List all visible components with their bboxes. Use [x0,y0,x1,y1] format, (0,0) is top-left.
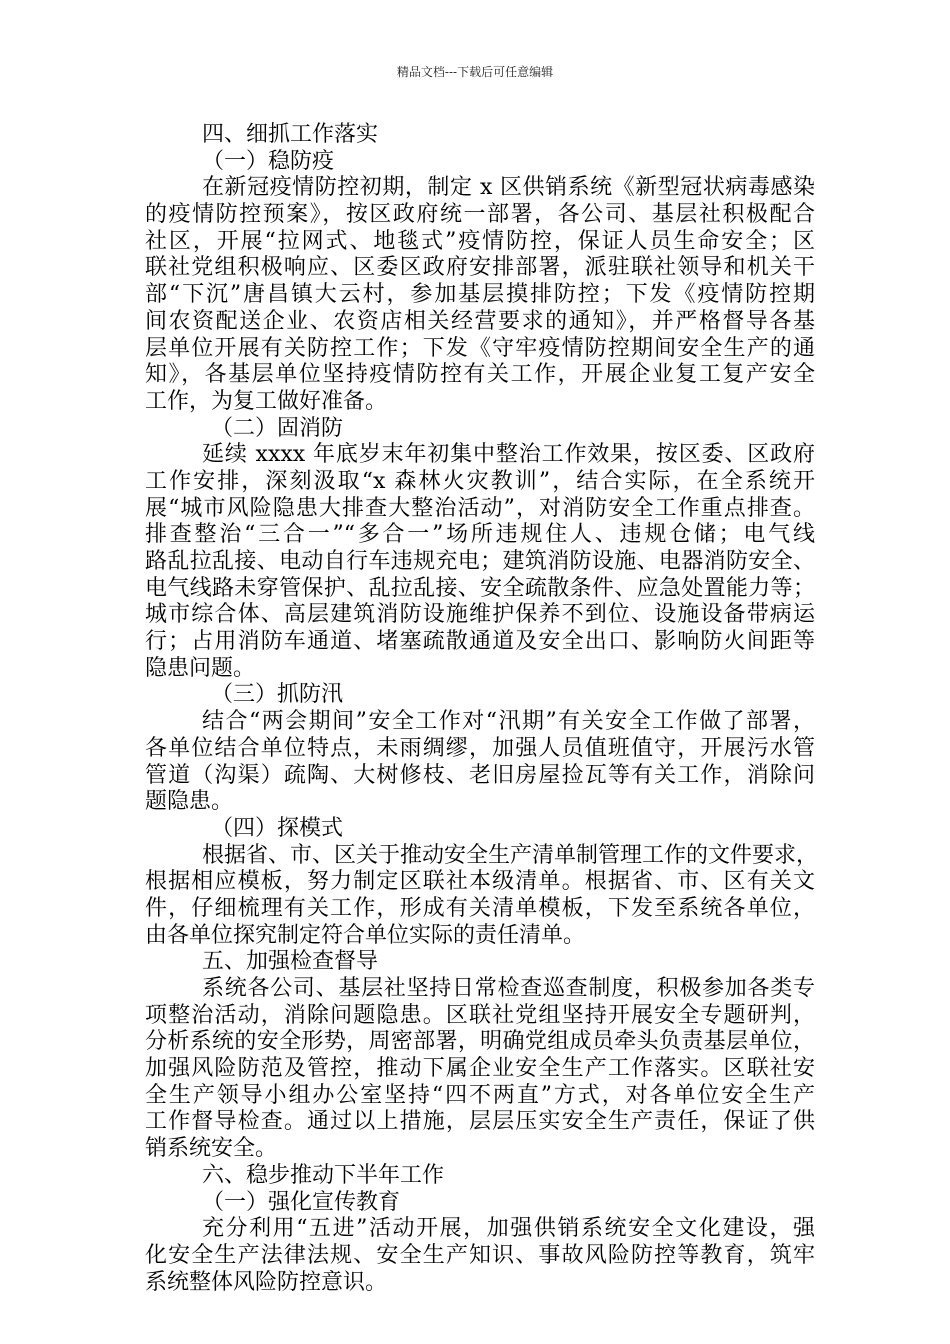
paragraph-line: 展“城市风险隐患大排查大整治活动”，对消防安全工作重点排查。 [145,495,815,521]
paragraph-line: 间农资配送企业、农资店相关经营要求的通知》，并严格督导各基 [145,308,815,334]
paragraph-line: 项整治活动，消除问题隐患。区联社党组坚持开展安全专题研判， [145,1002,815,1028]
paragraph-line: 知》，各基层单位坚持疫情防控有关工作，开展企业复工复产安全 [145,362,815,388]
paragraph-line: 工作，为复工做好准备。 [145,388,388,414]
section-heading: （一）强化宣传教育 [202,1189,401,1215]
paragraph-line: 工作督导检查。通过以上措施，层层压实安全生产责任，保证了供 [145,1109,815,1135]
section-heading: （三）抓防汛 [211,682,344,708]
paragraph-line: 分析系统的安全形势，周密部署，明确党组成员牵头负责基层单位， [145,1029,815,1055]
paragraph-line: 系统各公司、基层社坚持日常检查巡查制度，积极参加各类专 [202,976,815,1001]
section-heading: （一）稳防疫 [202,148,335,174]
paragraph-line: 层单位开展有关防控工作；下发《守牢疫情防控期间安全生产的通 [145,335,815,361]
paragraph-line: 题隐患。 [145,789,234,815]
section-heading: （二）固消防 [211,415,344,441]
paragraph-line: 在新冠疫情防控初期，制定 x 区供销系统《新型冠状病毒感染 [202,175,815,201]
paragraph-line: 全生产领导小组办公室坚持“四不两直”方式，对各单位安全生产 [145,1082,815,1108]
paragraph-line: 化安全生产法律法规、安全生产知识、事故风险防控等教育，筑牢 [145,1242,815,1268]
paragraph-line: 加强风险防范及管控，推动下属企业安全生产工作落实。区联社安 [145,1056,815,1082]
paragraph-line: 根据相应模板，努力制定区联社本级清单。根据省、市、区有关文 [145,869,815,895]
section-heading: 六、稳步推动下半年工作 [202,1162,445,1188]
paragraph-line: 社区，开展“拉网式、地毯式”疫情防控，保证人员生命安全；区 [145,228,815,254]
paragraph-line: 管道（沟渠）疏陶、大树修枝、老旧房屋捡瓦等有关工作，消除问 [145,762,815,788]
section-heading: 五、加强检查督导 [202,949,379,975]
paragraph-line: 系统整体风险防控意识。 [145,1269,388,1295]
paragraph-line: 根据省、市、区关于推动安全生产清单制管理工作的文件要求， [202,842,819,868]
paragraph-line: 结合“两会期间”安全工作对“汛期”有关安全工作做了部署， [202,709,815,735]
paragraph-line: 电气线路未穿管保护、乱拉乱接、安全疏散条件、应急处置能力等； [145,575,815,601]
paragraph-line: 工作安排，深刻汲取“x 森林火灾教训”，结合实际，在全系统开 [145,468,815,494]
paragraph-line: 的疫情防控预案》，按区政府统一部署，各公司、基层社积极配合 [145,202,815,228]
section-heading: 四、细抓工作落实 [202,122,379,147]
paragraph-line: 件，仔细梳理有关工作，形成有关清单模板，下发至系统各单位， [145,895,815,921]
paragraph-line: 排查整治“三合一”“多合一”场所违规住人、违规仓储；电气线 [145,522,815,548]
paragraph-line: 城市综合体、高层建筑消防设施维护保养不到位、设施设备带病运 [145,602,815,628]
paragraph-line: 销系统安全。 [145,1136,278,1162]
paragraph-line: 行；占用消防车通道、堵塞疏散通道及安全出口、影响防火间距等 [145,629,815,655]
paragraph-line: 充分利用“五进”活动开展，加强供销系统安全文化建设，强 [202,1216,815,1242]
page-header: 精品文档---下载后可任意编辑 [396,65,554,79]
paragraph-line: 各单位结合单位特点，未雨绸缪，加强人员值班值守，开展污水管 [145,735,815,761]
document-body [145,122,819,1296]
paragraph-line: 延续 xxxx 年底岁末年初集中整治工作效果，按区委、区政府 [202,442,815,468]
paragraph-line: 路乱拉乱接、电动自行车违规充电；建筑消防设施、电器消防安全、 [145,549,815,574]
section-heading: （四）探模式 [211,815,344,841]
paragraph-line: 联社党组积极响应、区委区政府安排部署，派驻联社领导和机关干 [145,255,815,281]
paragraph-line: 部“下沉”唐昌镇大云村，参加基层摸排防控；下发《疫情防控期 [145,282,815,308]
paragraph-line: 隐患问题。 [145,655,256,681]
paragraph-line: 由各单位探究制定符合单位实际的责任清单。 [145,922,586,948]
